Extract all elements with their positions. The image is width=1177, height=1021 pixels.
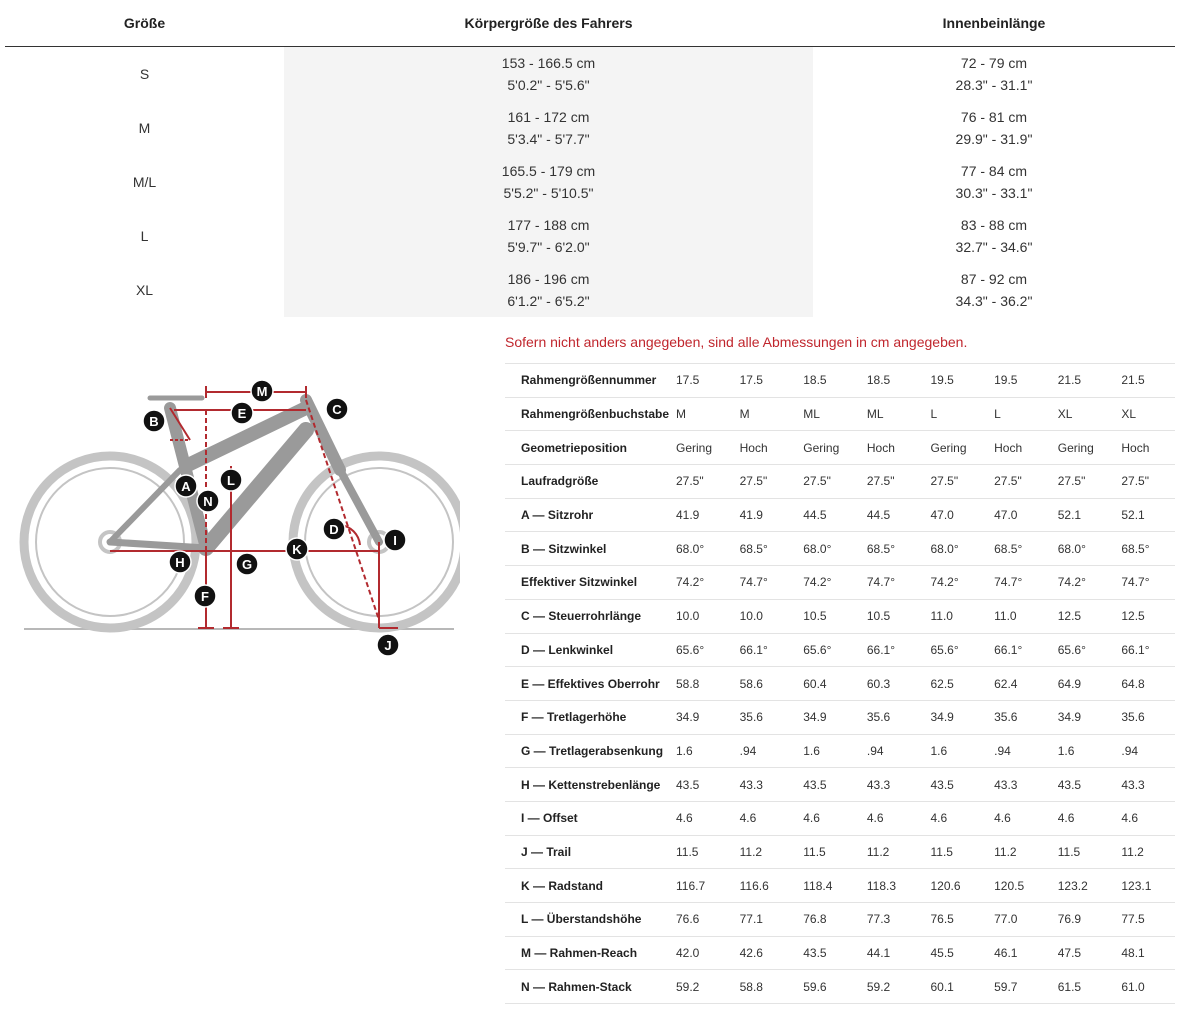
marker-m: [251, 380, 273, 402]
marker-label: I: [393, 533, 397, 548]
geometry-value: 68.5°: [1111, 532, 1175, 566]
units-note: Sofern nicht anders angegeben, sind alle Abmessungen in cm angegeben.: [505, 334, 968, 350]
geometry-value: 4.6: [1048, 801, 1112, 835]
geometry-value: 27.5": [666, 465, 730, 499]
geometry-value: Hoch: [984, 431, 1048, 465]
geometry-value: 43.3: [984, 768, 1048, 802]
geometry-value: 66.1°: [1111, 633, 1175, 667]
geometry-value: 41.9: [666, 498, 730, 532]
size-row: [5, 47, 1175, 102]
inseam-in: 34.3" - 36.2": [955, 293, 1033, 309]
geometry-value: 43.3: [730, 768, 794, 802]
rider-height-cell: [284, 101, 813, 155]
geometry-label: G — Tretlagerabsenkung: [505, 734, 666, 768]
rider-height-cell: [284, 209, 813, 263]
geometry-value: 27.5": [857, 465, 921, 499]
geometry-value: L: [921, 397, 985, 431]
geometry-value: 74.2°: [1048, 566, 1112, 600]
size-row: [5, 155, 1175, 209]
geometry-label: Rahmengrößennummer: [505, 364, 666, 398]
geometry-value: 77.3: [857, 903, 921, 937]
inseam-cell: [813, 155, 1175, 209]
geometry-value: 10.5: [857, 599, 921, 633]
rider-height-cell: [284, 47, 813, 102]
geometry-value: .94: [857, 734, 921, 768]
geometry-value: 68.0°: [793, 532, 857, 566]
geometry-value: 77.0: [984, 903, 1048, 937]
geometry-value: 18.5: [857, 364, 921, 398]
geometry-value: 27.5": [730, 465, 794, 499]
marker-f: [194, 585, 216, 607]
geometry-value: 27.5": [921, 465, 985, 499]
geometry-value: 58.8: [666, 667, 730, 701]
geometry-value: 74.2°: [666, 566, 730, 600]
geometry-row: [505, 498, 1175, 532]
inseam-in: 28.3" - 31.1": [955, 77, 1033, 93]
geometry-label: Rahmengrößenbuchstabe: [505, 397, 666, 431]
rider-height-in: 5'3.4" - 5'7.7": [507, 131, 590, 147]
geometry-value: 18.5: [793, 364, 857, 398]
geometry-value: 11.2: [730, 835, 794, 869]
marker-label: D: [329, 522, 339, 537]
geometry-value: 68.0°: [921, 532, 985, 566]
geometry-value: 59.2: [666, 970, 730, 1004]
geometry-value: 68.5°: [730, 532, 794, 566]
size-cell: [5, 101, 284, 155]
marker-j: [377, 634, 399, 656]
geometry-value: .94: [1111, 734, 1175, 768]
geometry-value: 68.0°: [1048, 532, 1112, 566]
size-label: XL: [135, 282, 154, 298]
geometry-value: 12.5: [1111, 599, 1175, 633]
geometry-value: 52.1: [1111, 498, 1175, 532]
geometry-value: 35.6: [857, 700, 921, 734]
geometry-value: 12.5: [1048, 599, 1112, 633]
geometry-value: 66.1°: [730, 633, 794, 667]
geometry-value: 74.2°: [793, 566, 857, 600]
geometry-label: Geometrieposition: [505, 431, 666, 465]
geometry-value: 27.5": [1048, 465, 1112, 499]
marker-label: F: [201, 589, 209, 604]
geometry-value: 17.5: [666, 364, 730, 398]
geometry-value: 4.6: [793, 801, 857, 835]
size-table-header: [5, 0, 1175, 47]
inseam-cm: 87 - 92 cm: [960, 271, 1028, 287]
geometry-value: 120.6: [921, 869, 985, 903]
geometry-row: [505, 364, 1175, 398]
inseam-cell: [813, 101, 1175, 155]
inseam-cm: 76 - 81 cm: [960, 109, 1028, 125]
marker-label: B: [149, 414, 159, 429]
geometry-label: D — Lenkwinkel: [505, 633, 666, 667]
marker-label: H: [175, 555, 185, 570]
size-label: L: [140, 228, 149, 244]
marker-label: A: [181, 479, 191, 494]
geometry-row: [505, 801, 1175, 835]
geometry-row: [505, 970, 1175, 1004]
geometry-label: F — Tretlagerhöhe: [505, 700, 666, 734]
geometry-value: 34.9: [1048, 700, 1112, 734]
geometry-value: Gering: [666, 431, 730, 465]
marker-n: [197, 490, 219, 512]
size-label: S: [139, 66, 150, 82]
geometry-value: 61.5: [1048, 970, 1112, 1004]
geometry-value: 42.6: [730, 936, 794, 970]
inseam-cell: [813, 263, 1175, 317]
geometry-value: 65.6°: [921, 633, 985, 667]
rider-height-cm: 165.5 - 179 cm: [501, 163, 596, 179]
geometry-value: .94: [730, 734, 794, 768]
geometry-value: 21.5: [1111, 364, 1175, 398]
geometry-value: 43.5: [793, 936, 857, 970]
geometry-label: K — Radstand: [505, 869, 666, 903]
size-row: [5, 209, 1175, 263]
geometry-row: [505, 903, 1175, 937]
geometry-value: 1.6: [666, 734, 730, 768]
geometry-value: 77.5: [1111, 903, 1175, 937]
inseam-cell: [813, 47, 1175, 102]
geometry-value: 61.0: [1111, 970, 1175, 1004]
geometry-value: 46.1: [984, 936, 1048, 970]
geometry-value: 74.2°: [921, 566, 985, 600]
geometry-row: [505, 465, 1175, 499]
geometry-row: [505, 566, 1175, 600]
geometry-value: Gering: [1048, 431, 1112, 465]
geometry-value: 11.0: [984, 599, 1048, 633]
geometry-value: 11.2: [984, 835, 1048, 869]
marker-l: [220, 469, 242, 491]
geometry-value: 10.0: [730, 599, 794, 633]
rider-height-in: 6'1.2" - 6'5.2": [507, 293, 590, 309]
geometry-value: 62.5: [921, 667, 985, 701]
geometry-label: C — Steuerrohrlänge: [505, 599, 666, 633]
geometry-row: [505, 667, 1175, 701]
geometry-value: 60.3: [857, 667, 921, 701]
geometry-value: 4.6: [730, 801, 794, 835]
geometry-value: 11.2: [1111, 835, 1175, 869]
geometry-label: E — Effektives Oberrohr: [505, 667, 666, 701]
size-cell: [5, 209, 284, 263]
geometry-value: 11.5: [1048, 835, 1112, 869]
geometry-value: 76.8: [793, 903, 857, 937]
geometry-value: 11.5: [921, 835, 985, 869]
geometry-value: 64.9: [1048, 667, 1112, 701]
geometry-value: 19.5: [921, 364, 985, 398]
geometry-value: 17.5: [730, 364, 794, 398]
geometry-label: L — Überstandshöhe: [505, 903, 666, 937]
size-cell: [5, 47, 284, 102]
geometry-value: 4.6: [921, 801, 985, 835]
geometry-row: [505, 700, 1175, 734]
inseam-in: 29.9" - 31.9": [955, 131, 1033, 147]
rider-height-cm: 153 - 166.5 cm: [501, 55, 596, 71]
geometry-value: 11.5: [793, 835, 857, 869]
geometry-value: 27.5": [793, 465, 857, 499]
geometry-value: 47.0: [984, 498, 1048, 532]
marker-g: [236, 553, 258, 575]
geometry-value: 43.3: [857, 768, 921, 802]
size-cell: [5, 263, 284, 317]
geometry-value: 27.5": [984, 465, 1048, 499]
inseam-cm: 83 - 88 cm: [960, 217, 1028, 233]
geometry-row: [505, 835, 1175, 869]
geometry-value: 62.4: [984, 667, 1048, 701]
marker-c: [326, 398, 348, 420]
geometry-value: ML: [793, 397, 857, 431]
geometry-value: 43.5: [1048, 768, 1112, 802]
geometry-label: I — Offset: [505, 801, 666, 835]
geometry-value: 59.7: [984, 970, 1048, 1004]
geometry-value: 10.0: [666, 599, 730, 633]
geometry-value: XL: [1048, 397, 1112, 431]
geometry-value: 65.6°: [666, 633, 730, 667]
geometry-value: .94: [984, 734, 1048, 768]
geometry-value: 4.6: [984, 801, 1048, 835]
geometry-value: 118.4: [793, 869, 857, 903]
geometry-value: 58.6: [730, 667, 794, 701]
geometry-value: 123.2: [1048, 869, 1112, 903]
geometry-value: 4.6: [666, 801, 730, 835]
size-cell: [5, 155, 284, 209]
geometry-value: 44.5: [857, 498, 921, 532]
geometry-value: 59.2: [857, 970, 921, 1004]
geometry-value: Hoch: [857, 431, 921, 465]
header-size: Größe: [5, 0, 284, 47]
geometry-value: 118.3: [857, 869, 921, 903]
geometry-value: 123.1: [1111, 869, 1175, 903]
size-row: [5, 263, 1175, 317]
geometry-row: [505, 599, 1175, 633]
geometry-value: 52.1: [1048, 498, 1112, 532]
geometry-value: L: [984, 397, 1048, 431]
geometry-label: Effektiver Sitzwinkel: [505, 566, 666, 600]
marker-h: [169, 551, 191, 573]
bike-geometry-diagram: [10, 370, 460, 660]
geometry-row: [505, 397, 1175, 431]
geometry-row: [505, 869, 1175, 903]
marker-label: J: [384, 638, 392, 653]
geometry-row: [505, 532, 1175, 566]
geometry-value: 43.5: [793, 768, 857, 802]
geometry-value: 4.6: [857, 801, 921, 835]
geometry-table: [505, 363, 1175, 1004]
geometry-label: Laufradgröße: [505, 465, 666, 499]
marker-e: [231, 402, 253, 424]
marker-i: [384, 529, 406, 551]
geometry-value: 35.6: [1111, 700, 1175, 734]
geometry-value: 66.1°: [984, 633, 1048, 667]
marker-label: N: [203, 494, 213, 509]
geometry-value: 42.0: [666, 936, 730, 970]
rider-height-cm: 161 - 172 cm: [507, 109, 590, 125]
geometry-value: 45.5: [921, 936, 985, 970]
geometry-value: 34.9: [921, 700, 985, 734]
geometry-value: 11.5: [666, 835, 730, 869]
geometry-value: 4.6: [1111, 801, 1175, 835]
header-inseam: Innenbeinlänge: [813, 0, 1175, 47]
inseam-cm: 72 - 79 cm: [960, 55, 1028, 71]
rider-height-cm: 186 - 196 cm: [507, 271, 590, 287]
geometry-value: 76.9: [1048, 903, 1112, 937]
geometry-label: M — Rahmen-Reach: [505, 936, 666, 970]
geometry-value: 34.9: [793, 700, 857, 734]
geometry-value: 44.1: [857, 936, 921, 970]
geometry-row: [505, 936, 1175, 970]
geometry-label: N — Rahmen-Stack: [505, 970, 666, 1004]
geometry-value: 68.5°: [857, 532, 921, 566]
size-label: M/L: [132, 174, 157, 190]
geometry-value: 74.7°: [984, 566, 1048, 600]
geometry-value: 120.5: [984, 869, 1048, 903]
geometry-value: 68.0°: [666, 532, 730, 566]
geometry-value: 43.3: [1111, 768, 1175, 802]
geometry-value: 43.5: [666, 768, 730, 802]
geometry-value: 35.6: [984, 700, 1048, 734]
geometry-value: M: [666, 397, 730, 431]
geometry-value: 41.9: [730, 498, 794, 532]
geometry-value: ML: [857, 397, 921, 431]
geometry-value: 76.6: [666, 903, 730, 937]
marker-b: [143, 410, 165, 432]
rider-height-cell: [284, 263, 813, 317]
rider-height-cm: 177 - 188 cm: [507, 217, 590, 233]
size-table: [5, 0, 1175, 317]
geometry-value: 44.5: [793, 498, 857, 532]
marker-a: [175, 475, 197, 497]
marker-label: G: [241, 557, 253, 572]
geometry-value: Gering: [921, 431, 985, 465]
geometry-value: 21.5: [1048, 364, 1112, 398]
rider-height-cell: [284, 155, 813, 209]
geometry-value: 34.9: [666, 700, 730, 734]
geometry-row: [505, 431, 1175, 465]
geometry-value: 60.1: [921, 970, 985, 1004]
geometry-value: 11.2: [857, 835, 921, 869]
geometry-label: B — Sitzwinkel: [505, 532, 666, 566]
geometry-value: 59.6: [793, 970, 857, 1004]
size-label: M: [138, 120, 151, 136]
geometry-row: [505, 734, 1175, 768]
geometry-value: 10.5: [793, 599, 857, 633]
rider-height-in: 5'9.7" - 6'2.0": [507, 239, 590, 255]
geometry-value: 48.1: [1111, 936, 1175, 970]
geometry-value: 35.6: [730, 700, 794, 734]
geometry-value: Hoch: [1111, 431, 1175, 465]
rider-height-in: 5'0.2" - 5'5.6": [507, 77, 590, 93]
geometry-value: XL: [1111, 397, 1175, 431]
geometry-value: 11.0: [921, 599, 985, 633]
marker-label: K: [292, 542, 302, 557]
geometry-value: 1.6: [1048, 734, 1112, 768]
geometry-value: 116.6: [730, 869, 794, 903]
marker-label: C: [332, 402, 342, 417]
marker-label: E: [237, 406, 247, 421]
marker-d: [323, 518, 345, 540]
geometry-value: Gering: [793, 431, 857, 465]
marker-k: [286, 538, 308, 560]
inseam-cell: [813, 209, 1175, 263]
geometry-value: 60.4: [793, 667, 857, 701]
geometry-value: 116.7: [666, 869, 730, 903]
geometry-value: 74.7°: [857, 566, 921, 600]
inseam-in: 30.3" - 33.1": [955, 185, 1033, 201]
geometry-value: 64.8: [1111, 667, 1175, 701]
geometry-value: 1.6: [921, 734, 985, 768]
geometry-value: 58.8: [730, 970, 794, 1004]
geometry-value: M: [730, 397, 794, 431]
inseam-in: 32.7" - 34.6": [955, 239, 1033, 255]
geometry-value: 66.1°: [857, 633, 921, 667]
size-row: [5, 101, 1175, 155]
geometry-value: 43.5: [921, 768, 985, 802]
geometry-row: [505, 633, 1175, 667]
geometry-value: 27.5": [1111, 465, 1175, 499]
geometry-value: 47.5: [1048, 936, 1112, 970]
geometry-value: 65.6°: [1048, 633, 1112, 667]
geometry-value: 65.6°: [793, 633, 857, 667]
geometry-value: 74.7°: [1111, 566, 1175, 600]
geometry-value: 74.7°: [730, 566, 794, 600]
geometry-value: 76.5: [921, 903, 985, 937]
geometry-label: H — Kettenstrebenlänge: [505, 768, 666, 802]
header-rider-height: Körpergröße des Fahrers: [284, 0, 813, 47]
geometry-label: J — Trail: [505, 835, 666, 869]
inseam-cm: 77 - 84 cm: [960, 163, 1028, 179]
geometry-label: A — Sitzrohr: [505, 498, 666, 532]
geometry-value: 68.5°: [984, 532, 1048, 566]
geometry-row: [505, 768, 1175, 802]
geometry-value: 77.1: [730, 903, 794, 937]
rider-height-in: 5'5.2" - 5'10.5": [503, 185, 594, 201]
geometry-value: Hoch: [730, 431, 794, 465]
marker-label: M: [256, 384, 268, 399]
geometry-value: 1.6: [793, 734, 857, 768]
marker-label: L: [227, 473, 235, 488]
geometry-value: 47.0: [921, 498, 985, 532]
geometry-value: 19.5: [984, 364, 1048, 398]
